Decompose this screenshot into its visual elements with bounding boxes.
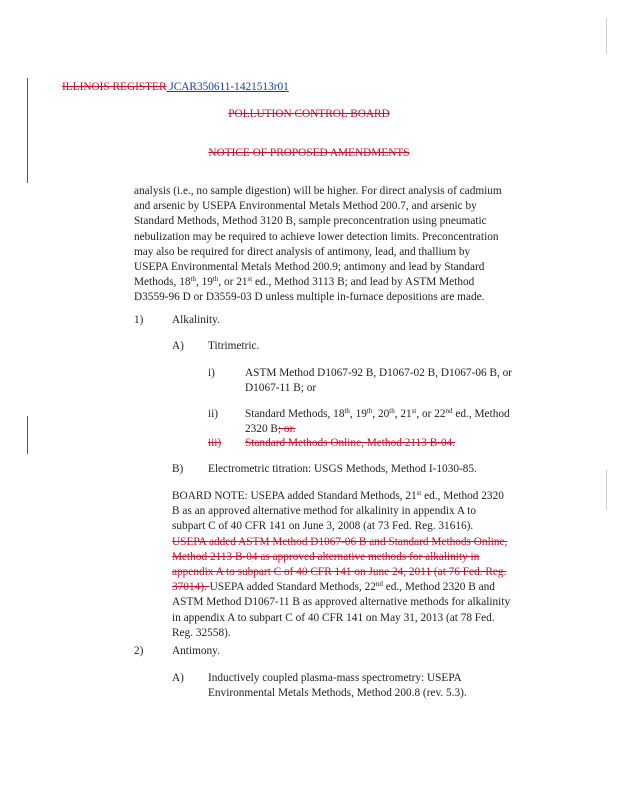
item-number: 1) xyxy=(134,314,144,326)
subsubitem-text: ASTM Method D1067-92 B, D1067-02 B, D1067-06 B, or D1067-11 B; or xyxy=(245,367,513,395)
deleted-note-line: USEPA added ASTM Method D1067-06 B and Standard Methods Online, xyxy=(172,535,508,548)
intro-line: D3559-96 D or D3559-03 D unless multiple in-furnace depositions are made. xyxy=(134,291,485,304)
register-header xyxy=(62,80,289,95)
deleted-note-fragment: 37014). xyxy=(172,581,210,594)
notice-header: NOTICE OF PROPOSED AMENDMENTS xyxy=(208,147,410,159)
subsubitem-label: ii) xyxy=(208,408,219,420)
change-bar-top xyxy=(27,78,28,183)
subitem-text: Electrometric titration: USGS Methods, Method I-1030-85. xyxy=(208,463,477,475)
intro-line: USEPA Environmental Metals Method 200.9; antimony and lead by Standard xyxy=(134,261,485,274)
subitem-label: B) xyxy=(172,463,184,475)
board-header: POLLUTION CONTROL BOARD xyxy=(228,108,390,120)
right-margin-line xyxy=(606,18,607,54)
register-id: JCAR350611-1421513r01 xyxy=(169,81,289,93)
right-margin-line-lower xyxy=(606,470,607,510)
subsubitem-label: i) xyxy=(208,367,215,379)
intro-line: Methods, 18th, 19th, or 21st ed., Method 3113 B; and lead by ASTM Method xyxy=(134,275,475,289)
deleted-note-line: appendix A to subpart C of 40 CFR 141 on June 24, 2011 (at 76 Fed. Reg. xyxy=(172,566,507,579)
change-bar-middle xyxy=(27,416,28,454)
subitem-text: Inductively coupled plasma-mass spectrometry: USEPA Environmental Metals Methods, Method 200.8 (rev. 5.3). xyxy=(208,672,467,700)
subitem-label: A) xyxy=(172,672,184,684)
item-title: Antimony. xyxy=(172,645,220,657)
intro-line: nebulization may be required to achieve lower detection limits. Preconcentration xyxy=(134,230,499,243)
register-struck: ILLINOIS REGISTER xyxy=(62,81,167,93)
item-number: 2) xyxy=(134,645,144,657)
intro-paragraph xyxy=(134,184,502,306)
deleted-note-line: Method 2113 B-04 as approved alternative methods for alkalinity in xyxy=(172,550,480,563)
item-title: Alkalinity. xyxy=(172,314,220,326)
intro-line: and arsenic by USEPA Environmental Metals Method 200.7, and arsenic by xyxy=(134,200,477,213)
deleted-subsubitem-label: iii) xyxy=(208,437,222,449)
intro-line: analysis (i.e., no sample digestion) will be higher. For direct analysis of cadmium xyxy=(134,185,502,197)
intro-line: Standard Methods, Method 3120 B, sample preconcentration using pneumatic xyxy=(134,215,487,228)
subitem-title: Titrimetric. xyxy=(208,340,260,352)
board-note: BOARD NOTE: USEPA added Standard Methods, 21st ed., Method 2320 B as an approved alternative method for alkalinity in appendix A to subpart C of 40 CFR 141 on June 3, 2008 (at 73 Fed. Reg. 31616). USEPA added ASTM Method D1067-06 B and Standard Methods Online, Method 2113 B-04 as approved alternative methods for alkalinity in appendix A to subpart C of 40 CFR 141 on June 24, 2011 (at 76 Fed. Reg. 37014). USEPA added Standard Methods, 22nd ed., Method 2320 B and ASTM Method D1067-11 B as approved alternative methods for alkalinity in appendix A to subpart C of 40 CFR 141 on May 31, 2013 (at 78 Fed. Reg. 32558). xyxy=(172,489,511,639)
intro-line: may also be required for direct analysis of antimony, lead, and thallium by xyxy=(134,245,471,258)
subitem-label: A) xyxy=(172,340,184,352)
subsubitem-text: Standard Methods, 18th, 19th, 20th, 21st, or 22nd ed., Method 2320 B; or. xyxy=(245,407,510,436)
deleted-subsubitem-text: Standard Methods Online, Method 2113 B-04. xyxy=(245,437,456,449)
